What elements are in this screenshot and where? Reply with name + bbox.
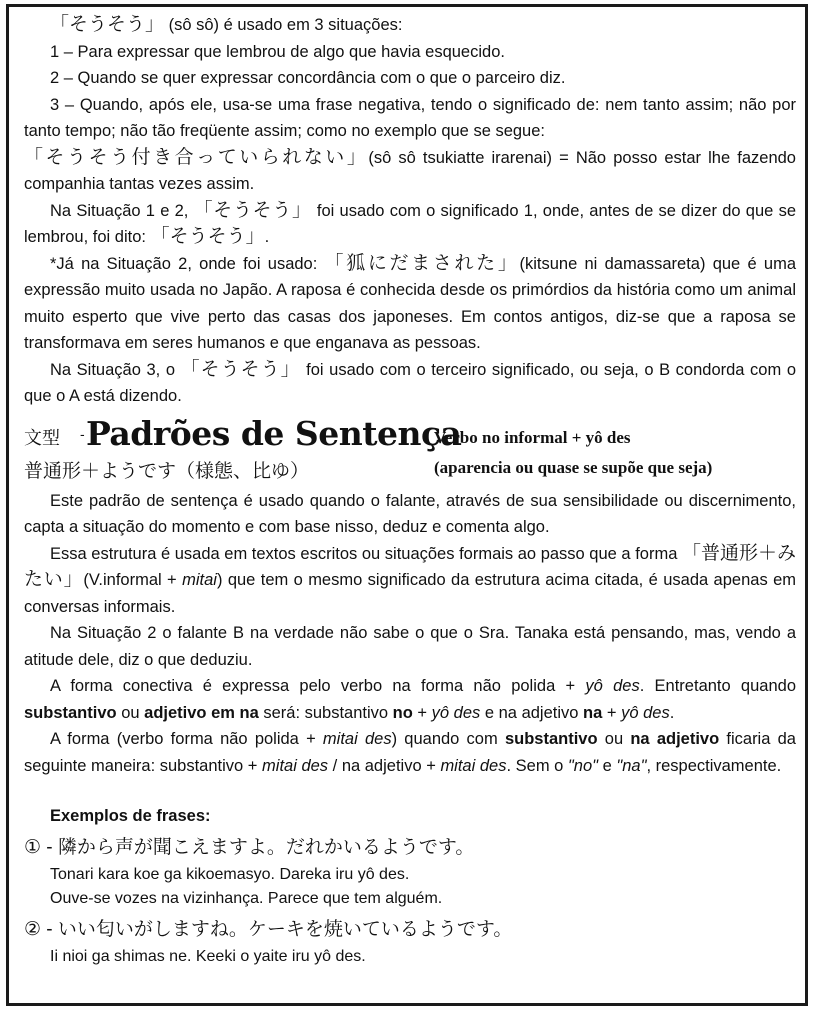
text: ou [597,730,631,748]
text: . [264,228,270,246]
bold-term: no [392,703,413,722]
bold-term: substantivo [24,703,117,722]
example-1-translation: Ouve-se vozes na vizinhança. Parece que tem alguém. [50,890,443,907]
intro-text: (sô sô) é usado em 3 situações: [164,16,403,34]
italic-term: mitai des [262,756,329,775]
text: Na Situação 3, o [50,360,181,379]
text: . Sem o [506,756,568,775]
example-2-romaji: Ii nioi ga shimas ne. Keeki o yaite iru yô des. [50,948,366,965]
text: ficaria da seguinte maneira: substantivo + [24,730,796,775]
bold-term: adjetivo em na [144,703,259,722]
text: ) quando com [391,730,505,748]
kitsune-term: 「狐にだまされた」 [324,252,520,274]
text: ou [116,703,145,722]
situation-2-paragraph [24,251,796,357]
body-paragraph-4 [24,673,796,726]
usage-example [24,145,796,198]
body-paragraph-2 [24,541,796,621]
mitai-term: 「普通形＋みたい」 [24,542,796,590]
document-body [24,12,796,969]
italic-term: mitai des [322,730,392,748]
intro-line [24,12,796,39]
bold-term: na [583,703,603,722]
situation-3-paragraph [24,357,796,410]
bold-term: substantivo [504,730,598,748]
text: Na Situação 1 e 2, [50,201,194,220]
usage-item-3: 3 – Quando, após ele, usa-se uma frase negativa, tendo o significado de: nem tanto assim; não por tanto tempo; não tão freqüente assim; como no exemplo que se segue: [24,95,796,140]
text: A forma (verbo forma não polida + [50,730,323,748]
text: / na adjetivo + [328,756,441,775]
pattern-formula-jp: 普通形＋ようです（様態、比ゆ） [24,460,310,482]
usage-example-text: (sô sô tsukiatte irarenai) = Não posso estar lhe fazendo companhia tantas vezes assim. [24,148,796,193]
text: será: substantivo [258,703,393,722]
pattern-label-jp: 文型 [24,427,60,448]
soso-term: 「そうそう」 [193,199,312,221]
text: foi usado com o significado 1, onde, antes de se dizer do que se lembrou, foi dito: [24,201,796,246]
pattern-formula: Verbo no informal + yô des [434,427,631,447]
soso-term: 「そうそう」 [50,14,165,35]
situation-1-paragraph [24,198,796,251]
text: *Já na Situação 2, onde foi usado: [50,254,325,273]
italic-term: yô des [621,703,670,722]
italic-term: yô des [431,703,481,722]
text: foi usado com o terceiro significado, ou seja, o B condorda com o que o A está dizendo. [24,360,796,405]
italic-term: "no" [567,756,598,775]
text: e na adjetivo [480,703,584,722]
italic-term: "na" [616,756,647,775]
text: A forma conectiva é expressa pelo verbo na forma não polida + [50,677,586,695]
body-paragraph-1: Este padrão de sentença é usado quando o falante, através de sua sensibilidade ou discernimento, capta a situação do momento e com base nisso, deduz e comenta algo. [24,491,796,536]
text: ) que tem o mesmo significado da estrutura acima citada, é usada apenas em conversas informais. [24,571,797,616]
example-2-jp: ② - いい匂いがしますね。ケーキを焼いているようです。 [24,919,513,940]
soso-term: 「そうそう」 [180,358,301,380]
text: (kitsune ni damassareta) que é uma expressão muito usada no Japão. A raposa é conhecida desde os primórdios da história como um animal muito esperto que vive perto das casas dos japoneses. Em contos antigos, diz-se que a raposa se transformava em seres humanos e que enganava as pessoas. [24,254,796,352]
example-1 [24,833,796,911]
text: . Entretanto quando [639,677,796,695]
pattern-meaning: (aparencia ou quase se supõe que seja) [434,457,713,477]
italic-term: yô des [585,677,640,695]
italic-term: mitai des [440,756,507,775]
text: + [412,703,432,722]
usage-item-1: 1 – Para expressar que lembrou de algo que havia esquecido. [50,42,505,61]
section-title: Padrões de Sentença [86,413,462,453]
text: . [669,703,675,722]
italic-term: mitai [182,571,217,589]
text: + [602,703,622,722]
pattern-heading [24,413,796,488]
example-1-romaji: Tonari kara koe ga kikoemasyo. Dareka iru yô des. [50,866,410,883]
body-paragraph-5 [24,726,796,779]
body-paragraph-3: Na Situação 2 o falante B na verdade não sabe o que o Sra. Tanaka está pensando, mas, vendo a atitude dele, diz o que deduziu. [24,624,796,669]
text: (V.informal + [83,571,183,589]
soso-term: 「そうそう」 [150,226,265,247]
pattern-dash: - [80,425,85,442]
usage-example-jp: 「そうそう付き合っていられない」 [24,146,369,168]
bold-term: na adjetivo [630,730,720,748]
text: , respectivamente. [646,756,782,775]
examples-heading: Exemplos de frases: [50,807,211,825]
text: e [598,756,617,775]
example-1-jp: ① - 隣から声が聞こえますよ。だれかいるようです。 [24,837,475,858]
usage-item-2: 2 – Quando se quer expressar concordância com o que o parceiro diz. [50,69,566,87]
example-2 [24,915,796,969]
text: Essa estrutura é usada em textos escritos ou situações formais ao passo que a forma [50,544,682,563]
